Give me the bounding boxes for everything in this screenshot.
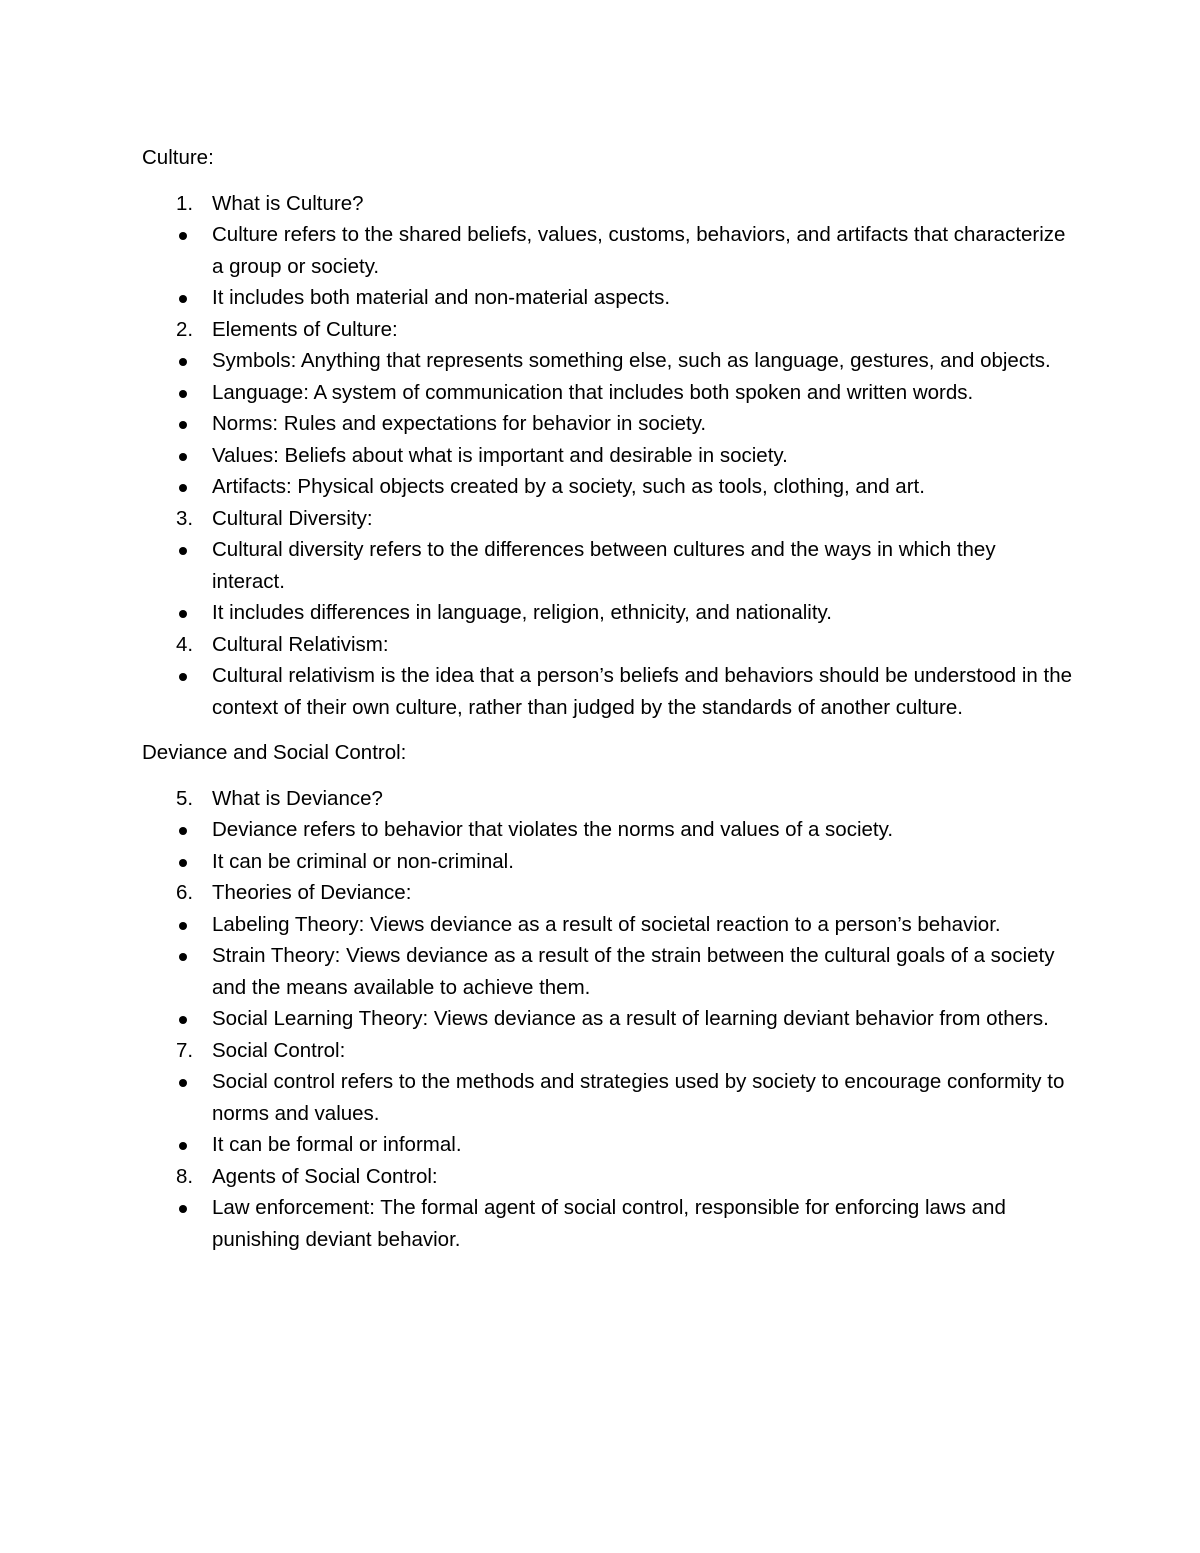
bullet-item xyxy=(142,534,1072,597)
item-number-label: 5. xyxy=(176,786,194,810)
bullet-marker xyxy=(142,471,212,503)
bullet-item xyxy=(142,440,1072,472)
numbered-item xyxy=(142,877,1072,909)
item-text: Language: A system of communication that includes both spoken and written words. xyxy=(212,380,974,404)
numbered-item xyxy=(142,783,1072,815)
item-text: Agents of Social Control: xyxy=(212,1164,438,1188)
item-number-label: 1. xyxy=(176,191,194,215)
bullet-item xyxy=(142,597,1072,629)
item-number-label: 7. xyxy=(176,1038,194,1062)
bullet-item xyxy=(142,940,1072,1003)
bullet-dot-icon xyxy=(179,1079,187,1087)
bullet-dot-icon xyxy=(179,859,187,867)
numbered-item xyxy=(142,314,1072,346)
bullet-item xyxy=(142,219,1072,282)
item-text: Deviance refers to behavior that violates the norms and values of a society. xyxy=(212,818,894,841)
numbered-item xyxy=(142,188,1072,220)
bullet-marker xyxy=(142,597,212,629)
item-text: What is Culture? xyxy=(212,191,364,215)
bullet-item xyxy=(142,1129,1072,1161)
bullet-item xyxy=(142,846,1072,878)
item-text: Theories of Deviance: xyxy=(212,881,412,904)
bullet-dot-icon xyxy=(179,358,187,366)
bullet-dot-icon xyxy=(179,390,187,398)
bullet-item xyxy=(142,814,1072,846)
numbered-item xyxy=(142,503,1072,535)
bullet-item xyxy=(142,282,1072,314)
bullet-item xyxy=(142,345,1072,377)
bullet-item xyxy=(142,1192,1072,1255)
item-text: Norms: Rules and expectations for behavior in society. xyxy=(212,412,707,435)
item-text: Culture refers to the shared beliefs, values, customs, behaviors, and artifacts that characterize a group or society. xyxy=(212,223,1066,278)
bullet-marker xyxy=(142,1192,212,1224)
bullet-item xyxy=(142,909,1072,941)
item-text: It can be criminal or non-criminal. xyxy=(212,849,514,873)
bullet-dot-icon xyxy=(179,453,187,461)
item-number-label: 8. xyxy=(176,1164,194,1188)
item-number-label: 2. xyxy=(176,317,194,341)
bullet-marker xyxy=(142,345,212,377)
bullet-dot-icon xyxy=(179,295,187,303)
numbered-item xyxy=(142,629,1072,661)
bullet-dot-icon xyxy=(179,827,187,835)
bullet-item xyxy=(142,1066,1072,1129)
item-text: Labeling Theory: Views deviance as a result of societal reaction to a person’s behavior. xyxy=(212,912,1001,936)
item-text: Social Learning Theory: Views deviance as a result of learning deviant behavior from others. xyxy=(212,1007,1049,1030)
item-text: Elements of Culture: xyxy=(212,317,398,341)
item-text: Social Control: xyxy=(212,1038,346,1062)
bullet-marker xyxy=(142,377,212,409)
bullet-marker xyxy=(142,846,212,878)
item-text: Cultural Diversity: xyxy=(212,506,373,530)
culture-outline-list xyxy=(142,188,1072,724)
bullet-dot-icon xyxy=(179,484,187,492)
bullet-marker xyxy=(142,1066,212,1098)
item-number xyxy=(142,783,212,815)
item-text: Social control refers to the methods and strategies used by society to encourage conformity to norms and values. xyxy=(212,1070,1065,1125)
item-number-label: 6. xyxy=(176,881,194,904)
bullet-dot-icon xyxy=(179,610,187,618)
item-number xyxy=(142,1035,212,1067)
bullet-marker xyxy=(142,219,212,251)
bullet-marker xyxy=(142,1129,212,1161)
item-text: It includes both material and non-material aspects. xyxy=(212,286,671,309)
bullet-item xyxy=(142,377,1072,409)
bullet-marker xyxy=(142,660,212,692)
bullet-dot-icon xyxy=(179,673,187,681)
section-heading-culture: Culture: xyxy=(142,146,214,169)
bullet-marker xyxy=(142,534,212,566)
item-number xyxy=(142,503,212,535)
bullet-item xyxy=(142,471,1072,503)
item-number xyxy=(142,314,212,346)
deviance-outline-list xyxy=(142,783,1072,1256)
bullet-marker xyxy=(142,440,212,472)
bullet-dot-icon xyxy=(179,1016,187,1024)
bullet-dot-icon xyxy=(179,1142,187,1150)
bullet-item xyxy=(142,408,1072,440)
item-number xyxy=(142,629,212,661)
item-number xyxy=(142,1161,212,1193)
item-text: It includes differences in language, religion, ethnicity, and nationality. xyxy=(212,601,832,624)
bullet-marker xyxy=(142,940,212,972)
item-number xyxy=(142,188,212,220)
item-text: Symbols: Anything that represents something else, such as language, gestures, and objects. xyxy=(212,349,1051,372)
document-content xyxy=(142,142,1072,1255)
bullet-item xyxy=(142,1003,1072,1035)
bullet-dot-icon xyxy=(179,421,187,429)
bullet-dot-icon xyxy=(179,953,187,961)
bullet-dot-icon xyxy=(179,232,187,240)
item-text: Cultural relativism is the idea that a person’s beliefs and behaviors should be understood in the context of their own culture, rather than judged by the standards of another culture. xyxy=(212,664,1072,719)
item-text: Law enforcement: The formal agent of social control, responsible for enforcing laws and punishing deviant behavior. xyxy=(212,1196,1006,1251)
bullet-marker xyxy=(142,814,212,846)
item-text: What is Deviance? xyxy=(212,786,383,810)
item-number-label: 4. xyxy=(176,632,194,656)
item-number xyxy=(142,877,212,909)
bullet-marker xyxy=(142,909,212,941)
section-heading-deviance: Deviance and Social Control: xyxy=(142,741,407,764)
bullet-marker xyxy=(142,408,212,440)
item-text: Values: Beliefs about what is important and desirable in society. xyxy=(212,443,788,467)
numbered-item xyxy=(142,1161,1072,1193)
item-text: Strain Theory: Views deviance as a result of the strain between the cultural goals of a society and the means available to achieve them. xyxy=(212,944,1055,999)
numbered-item xyxy=(142,1035,1072,1067)
bullet-dot-icon xyxy=(179,922,187,930)
bullet-dot-icon xyxy=(179,1205,187,1213)
bullet-dot-icon xyxy=(179,547,187,555)
bullet-marker xyxy=(142,282,212,314)
item-text: Cultural Relativism: xyxy=(212,632,389,656)
bullet-marker xyxy=(142,1003,212,1035)
item-text: Artifacts: Physical objects created by a society, such as tools, clothing, and art. xyxy=(212,475,925,498)
item-number-label: 3. xyxy=(176,506,194,530)
bullet-item xyxy=(142,660,1072,723)
item-text: Cultural diversity refers to the differences between cultures and the ways in which they interact. xyxy=(212,538,996,593)
item-text: It can be formal or informal. xyxy=(212,1133,462,1156)
